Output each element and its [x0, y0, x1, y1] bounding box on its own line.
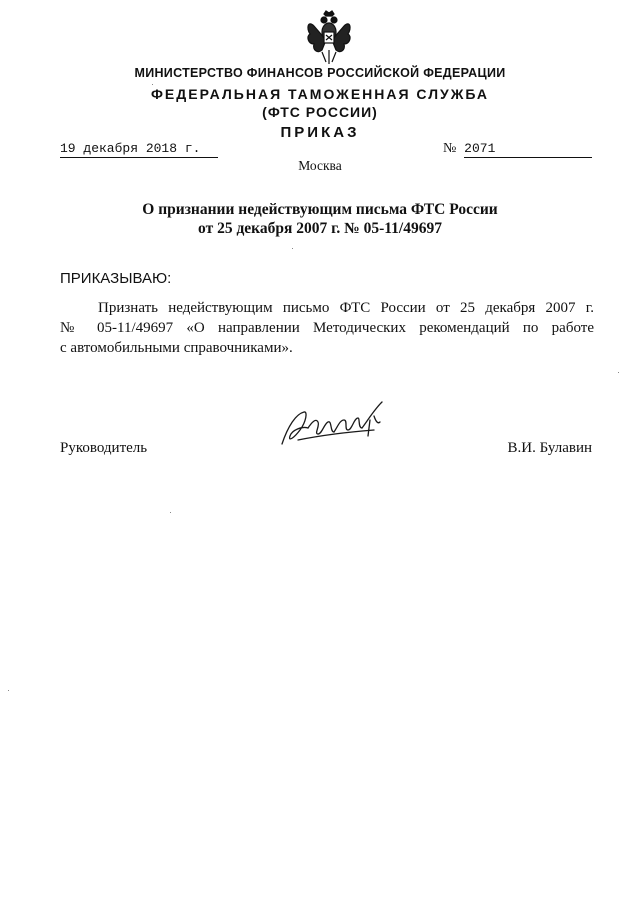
- title-line-1: О признании недействующим письма ФТС России: [142, 201, 498, 218]
- scan-speck: [618, 372, 619, 373]
- order-verb: ПРИКАЗЫВАЮ:: [60, 270, 172, 287]
- body-paragraph: [60, 298, 594, 358]
- document-type: ПРИКАЗ: [280, 124, 360, 141]
- body-line-2: № 05-11/49697 «О направлении Методических рекомендаций по работе: [60, 320, 594, 336]
- signer-name: В.И. Булавин: [507, 440, 592, 456]
- title-line-2: от 25 декабря 2007 г. № 05-11/49697: [198, 220, 442, 237]
- scan-speck: [152, 84, 153, 85]
- document-title: [0, 200, 640, 238]
- coat-of-arms-icon: [304, 10, 354, 66]
- handwritten-signature: [278, 396, 396, 456]
- order-number-block: [443, 141, 595, 158]
- ministry-name: МИНИСТЕРСТВО ФИНАНСОВ РОССИЙСКОЙ ФЕДЕРАЦИИ: [134, 66, 506, 80]
- order-number: 2071: [464, 141, 592, 158]
- service-name: ФЕДЕРАЛЬНАЯ ТАМОЖЕННАЯ СЛУЖБА: [150, 86, 490, 102]
- scan-speck: [170, 512, 171, 513]
- number-sign: №: [443, 141, 457, 156]
- order-date: 19 декабря 2018 г.: [60, 141, 218, 158]
- scan-speck: [292, 248, 293, 249]
- body-line-1: Признать недействующим письмо ФТС России от 25 декабря 2007 г.: [98, 300, 594, 316]
- body-line-3: с автомобильными справочниками».: [60, 340, 293, 356]
- signer-role: Руководитель: [60, 440, 148, 456]
- scan-speck: [8, 690, 9, 691]
- city: Москва: [298, 158, 342, 173]
- service-short-name: (ФТС РОССИИ): [262, 104, 378, 120]
